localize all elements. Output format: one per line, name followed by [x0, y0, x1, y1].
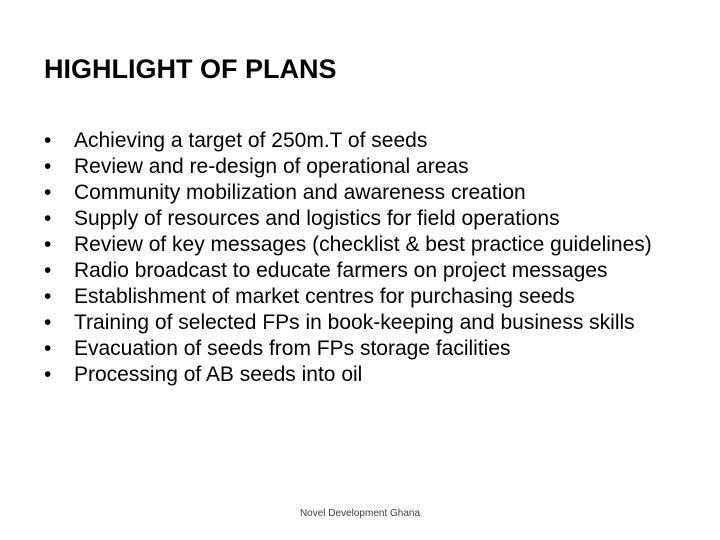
- bullet-text: Evacuation of seeds from FPs storage facilities: [74, 337, 511, 360]
- bullet-text: Radio broadcast to educate farmers on project messages: [74, 259, 608, 282]
- list-item: [44, 154, 714, 180]
- bullet-icon: •: [44, 181, 52, 204]
- bullet-icon: •: [44, 233, 52, 256]
- list-item: [44, 284, 714, 310]
- bullet-text: Review of key messages (checklist & best practice guidelines): [74, 233, 652, 256]
- bullet-text: Establishment of market centres for purchasing seeds: [74, 285, 575, 308]
- bullet-icon: •: [44, 259, 52, 282]
- list-item: [44, 258, 714, 284]
- list-item: [44, 362, 714, 388]
- bullet-text: Supply of resources and logistics for field operations: [74, 207, 560, 230]
- bullet-icon: •: [44, 363, 52, 386]
- bullet-text: Community mobilization and awareness creation: [74, 181, 526, 204]
- list-item: [44, 128, 714, 154]
- slide-title: HIGHLIGHT OF PLANS: [44, 54, 337, 84]
- list-item: [44, 206, 714, 232]
- bullet-icon: •: [44, 207, 52, 230]
- slide-footer: Novel Development Ghana: [299, 508, 421, 519]
- list-item: [44, 310, 714, 336]
- bullet-text: Achieving a target of 250m.T of seeds: [74, 129, 428, 152]
- bullet-text: Training of selected FPs in book-keeping and business skills: [74, 311, 635, 334]
- bullet-list: [44, 128, 714, 388]
- list-item: [44, 180, 714, 206]
- bullet-icon: •: [44, 311, 52, 334]
- list-item: [44, 232, 714, 258]
- bullet-icon: •: [44, 285, 52, 308]
- bullet-icon: •: [44, 155, 52, 178]
- bullet-text: Processing of AB seeds into oil: [74, 363, 363, 386]
- bullet-text: Review and re-design of operational areas: [74, 155, 469, 178]
- list-item: [44, 336, 714, 362]
- bullet-icon: •: [44, 337, 52, 360]
- bullet-icon: •: [44, 129, 52, 152]
